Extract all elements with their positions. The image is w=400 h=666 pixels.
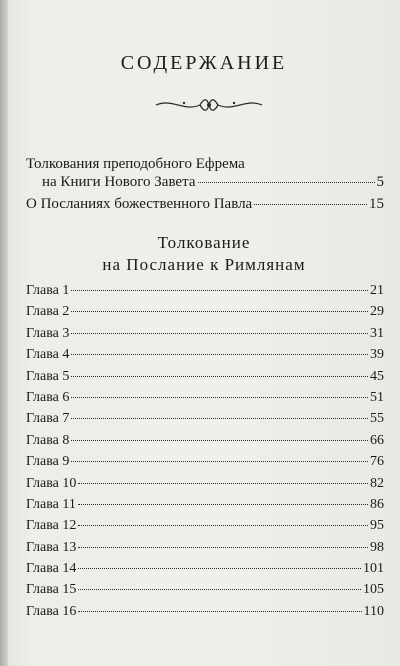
dot-leader bbox=[78, 504, 368, 505]
chapter-page-number: 110 bbox=[363, 603, 384, 619]
chapter-row bbox=[26, 347, 384, 368]
chapter-label: Глава 7 bbox=[26, 411, 70, 427]
page-edge-shadow bbox=[0, 0, 8, 666]
chapter-row bbox=[26, 454, 384, 475]
chapter-row bbox=[26, 518, 384, 539]
toc-entry-title-line2: на Книги Нового Завета bbox=[42, 174, 196, 190]
toc-entry-title: О Посланиях божественного Павла bbox=[26, 196, 253, 212]
dot-leader bbox=[78, 547, 368, 548]
dot-leader bbox=[78, 483, 368, 484]
chapter-page-number: 86 bbox=[370, 496, 384, 512]
chapter-label: Глава 11 bbox=[26, 496, 76, 512]
chapter-label: Глава 8 bbox=[26, 432, 70, 448]
page-title: СОДЕРЖАНИЕ bbox=[120, 52, 288, 74]
dot-leader bbox=[71, 290, 368, 291]
chapter-label: Глава 6 bbox=[26, 389, 70, 405]
chapter-page-number: 21 bbox=[370, 283, 384, 298]
chapter-row bbox=[26, 390, 384, 411]
chapter-label: Глава 5 bbox=[26, 368, 70, 384]
chapter-label: Глава 12 bbox=[26, 518, 77, 534]
chapter-page-number: 66 bbox=[370, 432, 384, 448]
chapter-row bbox=[26, 283, 384, 304]
chapter-row bbox=[26, 582, 384, 603]
toc-page-number: 15 bbox=[369, 196, 384, 212]
dot-leader bbox=[71, 397, 368, 398]
chapter-label: Глава 4 bbox=[26, 347, 70, 363]
chapter-label: Глава 1 bbox=[26, 283, 70, 298]
chapter-row bbox=[26, 304, 384, 325]
dot-leader bbox=[71, 376, 368, 377]
toc-entry-title-line1: Толкования преподобного Ефрема bbox=[26, 156, 245, 172]
flourish-ornament-icon bbox=[154, 94, 264, 116]
dot-leader bbox=[71, 354, 368, 355]
chapter-page-number: 98 bbox=[370, 539, 384, 555]
dot-leader bbox=[198, 182, 375, 183]
chapter-row bbox=[26, 540, 384, 561]
section-heading-line2: на Послание к Римлянам bbox=[102, 255, 306, 274]
dot-leader bbox=[254, 204, 367, 205]
chapter-label: Глава 3 bbox=[26, 325, 70, 341]
chapter-label: Глава 16 bbox=[26, 603, 77, 619]
chapter-label: Глава 14 bbox=[26, 561, 77, 577]
section-heading-line1: Толкование bbox=[157, 233, 251, 252]
section-heading bbox=[8, 232, 400, 276]
chapter-label: Глава 13 bbox=[26, 539, 77, 555]
dot-leader bbox=[71, 440, 368, 441]
dot-leader bbox=[78, 525, 368, 526]
dot-leader bbox=[78, 568, 361, 569]
book-page bbox=[8, 0, 400, 666]
chapter-row bbox=[26, 604, 384, 625]
dot-leader bbox=[71, 418, 368, 419]
chapter-row bbox=[26, 433, 384, 454]
chapter-label: Глава 10 bbox=[26, 475, 77, 491]
chapter-row bbox=[26, 476, 384, 497]
dot-leader bbox=[71, 311, 368, 312]
chapter-page-number: 105 bbox=[363, 582, 384, 598]
chapter-page-number: 95 bbox=[370, 518, 384, 534]
dot-leader bbox=[71, 333, 368, 334]
chapter-label: Глава 15 bbox=[26, 582, 77, 598]
chapter-list bbox=[26, 283, 384, 625]
chapter-row bbox=[26, 326, 384, 347]
chapter-row bbox=[26, 561, 384, 582]
dot-leader bbox=[78, 589, 361, 590]
chapter-label: Глава 9 bbox=[26, 454, 70, 470]
chapter-page-number: 31 bbox=[370, 325, 384, 341]
chapter-row bbox=[26, 369, 384, 390]
chapter-page-number: 101 bbox=[363, 561, 384, 577]
chapter-row bbox=[26, 497, 384, 518]
toc-page-number: 5 bbox=[376, 174, 384, 190]
toc-entry-epistles bbox=[26, 195, 384, 213]
chapter-page-number: 51 bbox=[370, 389, 384, 405]
chapter-page-number: 76 bbox=[370, 454, 384, 470]
chapter-page-number: 29 bbox=[370, 304, 384, 320]
dot-leader bbox=[78, 611, 361, 612]
chapter-page-number: 55 bbox=[370, 411, 384, 427]
chapter-page-number: 39 bbox=[370, 347, 384, 363]
dot-leader bbox=[71, 461, 368, 462]
chapter-page-number: 45 bbox=[370, 368, 384, 384]
chapter-page-number: 82 bbox=[370, 475, 384, 491]
chapter-label: Глава 2 bbox=[26, 304, 70, 320]
chapter-row bbox=[26, 411, 384, 432]
toc-entry-commentaries bbox=[26, 155, 384, 191]
